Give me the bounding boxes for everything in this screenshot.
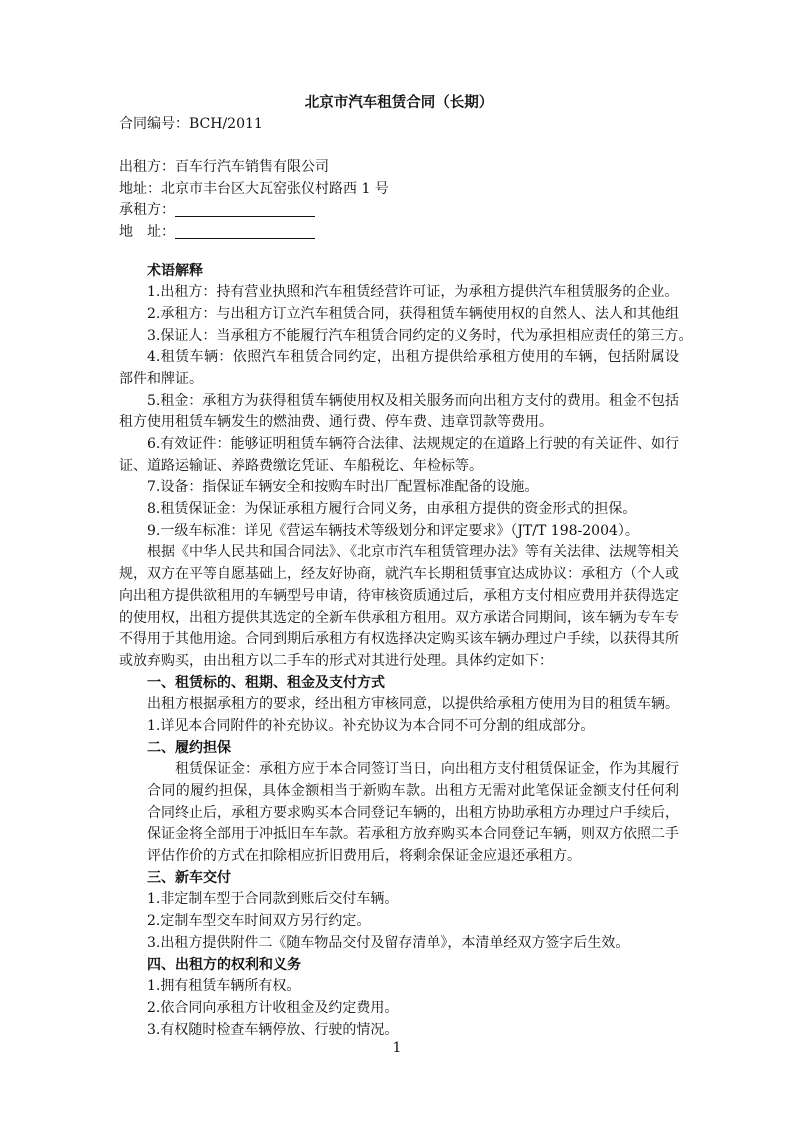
term-item-cont: 部件和牌证。	[119, 370, 203, 387]
section2-line: 租赁保证金：承租方应于本合同签订当日，向出租方支付租赁保证金，作为其履行	[175, 761, 679, 778]
section1-heading: 一、租赁标的、租期、租金及支付方式	[147, 674, 385, 691]
term-item: 5.租金：承租方为获得租赁车辆使用权及相关服务而向出租方支付的费用。租金不包括	[147, 392, 679, 409]
section2-line: 评估作价的方式在扣除相应折旧费用后，将剩余保证金应退还承租方。	[147, 848, 581, 865]
lessee-address-field	[119, 222, 679, 244]
section2-heading: 二、履约担保	[147, 739, 231, 756]
contract-number: 合同编号：BCH/2011	[119, 115, 263, 132]
term-item: 4.租赁车辆：依照汽车租赁合同约定，出租方提供给承租方使用的车辆，包括附属设	[147, 349, 679, 366]
lessee-blank-line	[175, 201, 315, 217]
section1-line: 出租方根据承租方的要求，经出租方审核同意，以提供给承租方使用为目的租赁车辆。	[147, 696, 679, 713]
page-number: 1	[392, 1040, 402, 1056]
section4-line: 3.有权随时检查车辆停放、行驶的情况。	[147, 1021, 399, 1038]
lessee-address-blank-line	[175, 223, 315, 239]
preamble-line: 不得用于其他用途。合同到期后承租方有权选择决定购买该车辆办理过户手续，以获得其所	[119, 631, 679, 648]
preamble-line: 根据《中华人民共和国合同法》、《北京市汽车租赁管理办法》等有关法律、法规等相关	[147, 544, 679, 561]
section2-line: 合同的履约担保，具体金额相当于新购车款。出租方无需对此笔保证金额支付任何利	[147, 783, 679, 799]
lessor-name: 出租方：百车行汽车销售有限公司	[119, 159, 329, 176]
section3-line: 2.定制车型交车时间双方另行约定。	[147, 913, 371, 930]
lessor-address: 地址：北京市丰台区大瓦窑张仪村路西 1 号	[119, 180, 389, 197]
term-item: 7.设备：指保证车辆安全和按购车时出厂配置标准配备的设施。	[147, 479, 539, 496]
preamble-line: 的使用权，出租方提供其选定的全新车供承租方租用。双方承诺合同期间，该车辆为专车专	[119, 609, 679, 626]
document-title: 北京市汽车租赁合同（长期）	[304, 94, 494, 111]
preamble-line: 或放弃购买，由出租方以二手车的形式对其进行处理。具体约定如下：	[119, 652, 553, 669]
preamble-line: 向出租方提供欲租用的车辆型号申请，待审核资质通过后，承租方支付相应费用并获得选定	[119, 587, 679, 604]
term-item: 6.有效证件：能够证明租赁车辆符合法律、法规规定的在道路上行驶的有关证件、如行	[147, 436, 679, 452]
section3-line: 3.出租方提供附件二《随车物品交付及留存清单》，本清单经双方签字后生效。	[147, 934, 630, 951]
term-item: 3.保证人：当承租方不能履行汽车租赁合同约定的义务时，代为承担相应责任的第三方。	[147, 327, 693, 344]
section4-line: 1.拥有租赁车辆所有权。	[147, 978, 301, 995]
section4-heading: 四、出租方的权利和义务	[147, 956, 301, 973]
document-page	[119, 92, 693, 1041]
terms-heading: 术语解释	[147, 262, 203, 279]
lessee-label: 承租方：	[119, 202, 175, 219]
term-item: 2.承租方：与出租方订立汽车租赁合同，获得租赁车辆使用权的自然人、法人和其他组	[147, 305, 679, 322]
preamble-line: 规，双方在平等自愿基础上，经友好协商，就汽车长期租赁事宜达成协议：承租方（个人或	[119, 566, 679, 583]
term-item: 9.一级车标准：详见《营运车辆技术等级划分和评定要求》（JT/T 198-2004）。	[147, 522, 639, 539]
term-item-cont: 证、道路运输证、养路费缴讫凭证、车船税讫、年检标等。	[119, 457, 483, 474]
term-item: 1.出租方：持有营业执照和汽车租赁经营许可证，为承租方提供汽车租赁服务的企业。	[147, 284, 679, 301]
lessee-address-label: 地 址：	[119, 224, 175, 241]
term-item-cont: 租方使用租赁车辆发生的燃油费、通行费、停车费、违章罚款等费用。	[119, 414, 553, 431]
term-item: 8.租赁保证金：为保证承租方履行合同义务，由承租方提供的资金形式的担保。	[147, 501, 637, 518]
section1-line: 1.详见本合同附件的补充协议。补充协议为本合同不可分割的组成部分。	[147, 717, 595, 734]
section3-heading: 三、新车交付	[147, 869, 231, 886]
section4-line: 2.依合同向承租方计收租金及约定费用。	[147, 999, 399, 1016]
lessee-field	[119, 200, 679, 222]
section2-line: 保证金将全部用于冲抵旧车车款。若承租方放弃购买本合同登记车辆，则双方依照二手	[147, 826, 679, 843]
section3-line: 1.非定制车型于合同款到账后交付车辆。	[147, 891, 399, 908]
section2-line: 合同终止后，承租方要求购买本合同登记车辆的，出租方协助承租方办理过户手续后，	[147, 804, 679, 821]
